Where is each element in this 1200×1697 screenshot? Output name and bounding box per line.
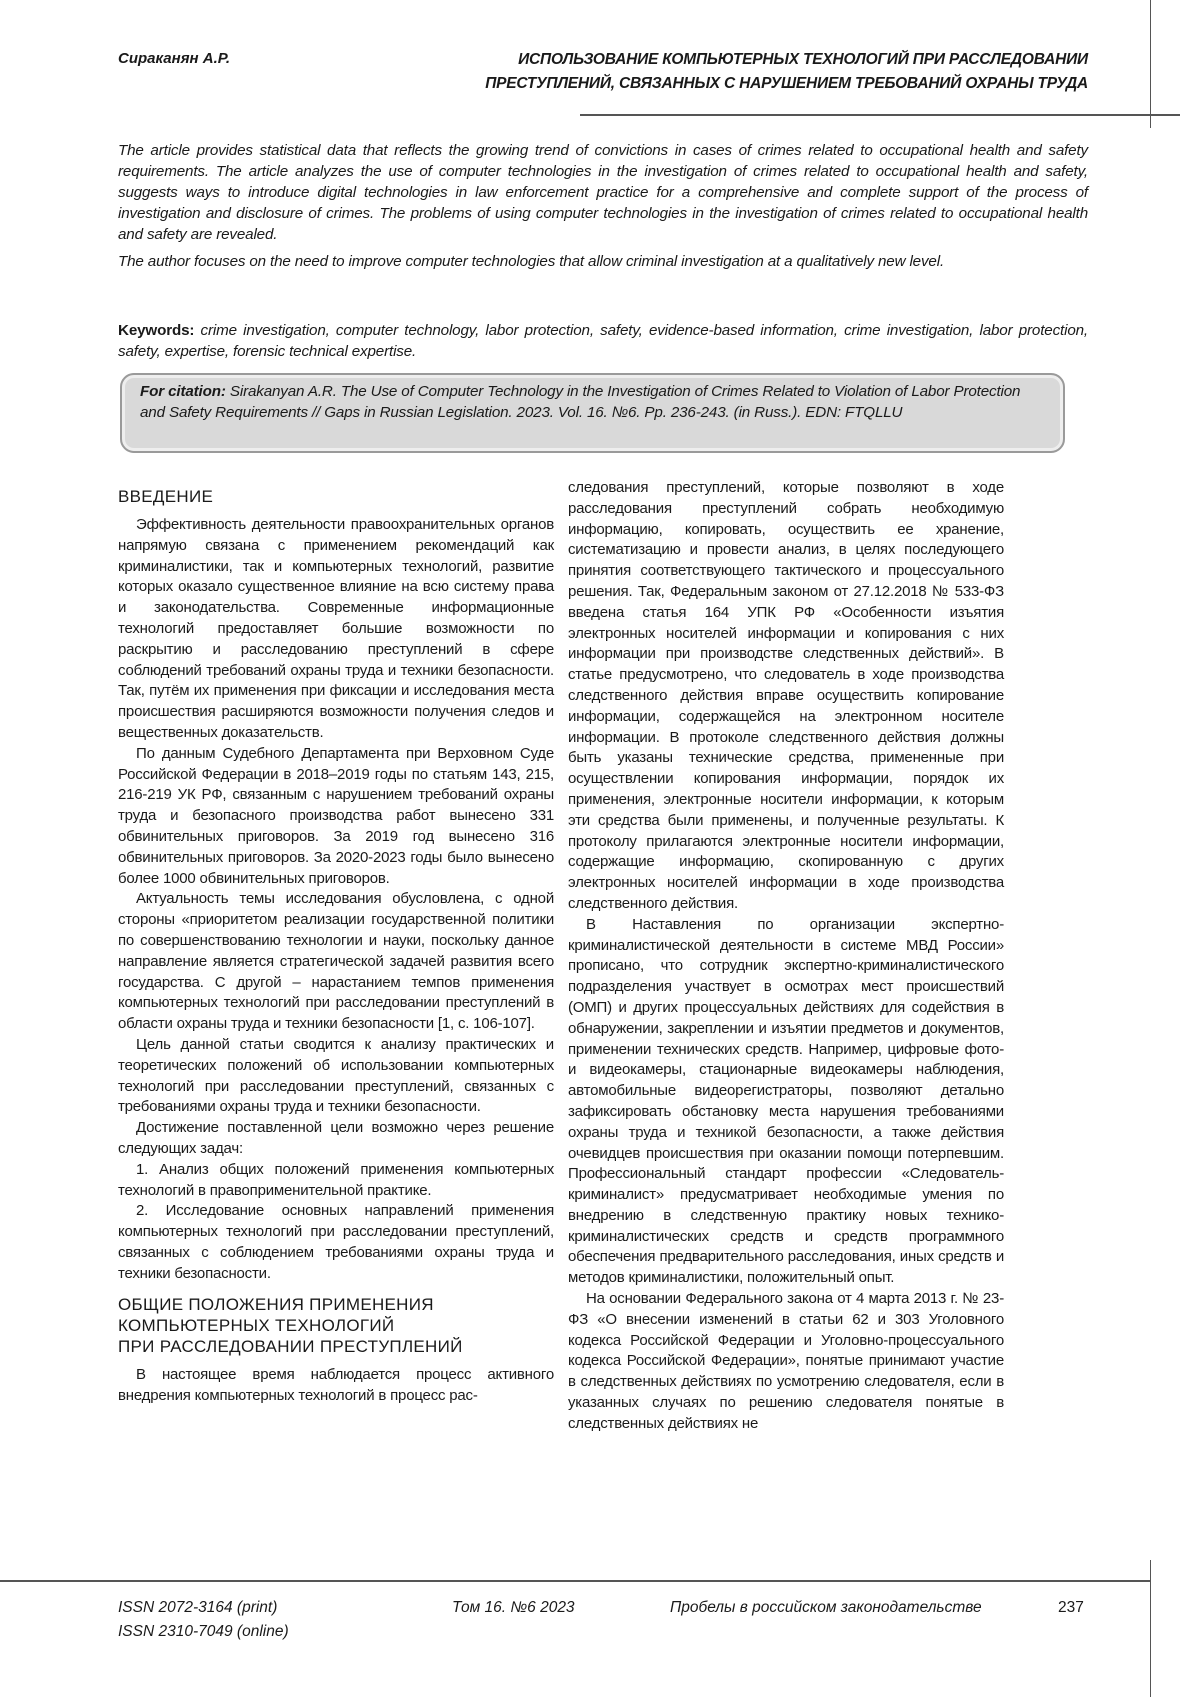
body-paragraph: Достижение поставленной цели возможно через решение следующих задач: — [118, 1119, 554, 1157]
body-paragraph: Эффективность деятельности правоохранительных органов напрямую связана с применением рекомендаций как криминалистики, так и компьютерных технологий, развитие которых оказало существенное влияние на всю систему права и законодательства. Современные информационные технологий предоставляет большие возможности по раскрытию и расследованию преступлений в сфере соблюдений требований охраны труда и техники безопасности. Так, путём их применения при фиксации и исследования места происшествия расширяются возможности получения следов и вещественных доказательств. — [118, 516, 554, 741]
running-header-title — [328, 48, 1088, 96]
footer-journal: Пробелы в российском законодательстве — [670, 1599, 982, 1616]
heading-line: КОМПЬЮТЕРНЫХ ТЕХНОЛОГИЙ — [118, 1316, 395, 1336]
body-paragraph: следования преступлений, которые позволяют в ходе расследования преступлений собрать необходимую информацию, копировать, осуществить ее хранение, систематизацию и провести анализ, в целях последующего принятия соответствующего тактического и процессуального решения. Так, Федеральным законом от 27.12.2018 № 533-ФЗ введена статья 164 УПК РФ «Особенности изъятия электронных носителей информации и копирования с них информации при производстве следственных действий». В статье предусмотрено, что следователь в ходе производства следственного действия вправе осуществить копирование информации, содержащейся на электронном носителе информации. В протоколе следственного действия должны быть указаны технические средства, примененные при осуществлении копирования информации, порядок их применения, электронные носители информации, к которым эти средства были применены, и полученные результаты. К протоколу прилагаются электронные носители информации, содержащие информацию, скопированную с других электронных носителей информации в ходе производства следственного действия. — [568, 479, 1004, 912]
citation-label: For citation: — [140, 383, 226, 400]
body-paragraph: 2. Исследование основных направлений применения компьютерных технологий при расследовании преступлений, связанных с соблюдением требованиями охраны труда и техники безопасности. — [118, 1202, 554, 1282]
citation-box — [120, 373, 1065, 453]
keywords — [118, 320, 1088, 362]
keywords-label: Keywords: — [118, 322, 195, 339]
abstract-paragraph: The article provides statistical data that reflects the growing trend of convictions in cases of crimes related to occupational health and safety requirements. The article analyzes the use of computer technologies in the investigation of crimes related to occupational health and safety, suggests ways to introduce digital technologies in law enforcement practice for a comprehensive and complete support of the process of investigation and disclosure of crimes. The problems of using computer technologies in the investigation of crimes related to occupational health and safety are revealed. — [118, 142, 1088, 243]
keywords-text: crime investigation, computer technology, labor protection, safety, evidence-based information, crime investigation, labor protection, safety, expertise, forensic technical expertise. — [118, 322, 1088, 360]
issn-print: ISSN 2072-3164 (print) — [118, 1599, 278, 1616]
section-heading-general — [118, 1294, 554, 1357]
footer-issn — [118, 1596, 289, 1644]
body-paragraph: В настоящее время наблюдается процесс активного внедрения компьютерных технологий в процесс рас- — [118, 1366, 554, 1405]
header-divider — [580, 114, 1180, 116]
running-title-line: ПРЕСТУПЛЕНИЙ, СВЯЗАННЫХ С НАРУШЕНИЕМ ТРЕБОВАНИЙ ОХРАНЫ ТРУДА — [485, 75, 1088, 92]
footer-divider — [0, 1580, 1150, 1582]
right-column — [568, 478, 1004, 1435]
section-heading-introduction: ВВЕДЕНИЕ — [118, 487, 214, 506]
body-paragraph: По данным Судебного Департамента при Верховном Суде Российской Федерации в 2018–2019 годы по статьям 143, 215, 216-219 УК РФ, связанным с нарушением требований охраны труда и безопасного производства работ вынесено 331 обвинительных приговоров. За 2019 год вынесено 316 обвинительных приговоров. За 2020-2023 годы было вынесено более 1000 обвинительных приговоров. — [118, 744, 554, 887]
left-column — [118, 486, 554, 1407]
abstract — [118, 140, 1088, 278]
body-paragraph: В Наставления по организации экспертно-криминалистической деятельности в системе МВД России» прописано, что сотрудник экспертно-криминалистического подразделения участвует в осмотрах мест происшествий (ОМП) и других процессуальных действиях для содействия в обнаружении, закреплении и изъятии предметов и документов, применении технических средств. Например, цифровые фото- и видеокамеры, стационарные видеокамеры наблюдения, автомобильные видеорегистраторы, позволяют детально зафиксировать обстановку места нарушения требованиями охраны труда и техникой безопасности, а также действия очевидцев происшествия при оказании помощи потерпевшим. Профессиональный стандарт профессии «Следователь-криминалист» предусматривает необходимые умения по внедрению в следственную практику новых технико-криминалистических средств и средств программного обеспечения предварительного расследования, иных средств и методов криминалистики, положительный опыт. — [568, 915, 1004, 1287]
footer-vertical-rule — [1150, 1560, 1151, 1697]
body-paragraph: Цель данной статьи сводится к анализу практических и теоретических положений об использовании компьютерных технологий при расследовании преступлений, связанных с требованиями охраны труда и техники безопасности. — [118, 1035, 554, 1116]
body-paragraph: На основании Федерального закона от 4 марта 2013 г. № 23-ФЗ «О внесении изменений в статьи 62 и 303 Уголовного кодекса Российской Федерации и Уголовно-процессуального кодекса Российской Федерации», понятые принимают участие в следственных действиях по усмотрению следователя, если в указанных случаях по решению следователя понятые в следственных действиях не — [568, 1290, 1004, 1432]
abstract-paragraph: The author focuses on the need to improve computer technologies that allow criminal investigation at a qualitatively new level. — [118, 253, 945, 270]
issn-online: ISSN 2310-7049 (online) — [118, 1623, 289, 1640]
body-paragraph: Актуальность темы исследования обусловлена, с одной стороны «приоритетом реализации государственной политики по совершенствованию технологии и науки, поскольку данное направление является стратегической задачей развития всего государства. С другой – нарастанием темпов применения компьютерных технологий при расследовании преступлений в области охраны труда и техники безопасности [1, с. 106-107]. — [118, 890, 554, 1033]
running-header-author: Сираканян А.Р. — [118, 50, 231, 67]
heading-line: ОБЩИЕ ПОЛОЖЕНИЯ ПРИМЕНЕНИЯ — [118, 1295, 434, 1315]
heading-line: ПРИ РАССЛЕДОВАНИИ ПРЕСТУПЛЕНИЙ — [118, 1337, 463, 1357]
page-number: 237 — [1058, 1599, 1084, 1616]
header-vertical-rule — [1150, 0, 1151, 128]
footer-volume: Том 16. №6 2023 — [452, 1599, 575, 1616]
running-title-line: ИСПОЛЬЗОВАНИЕ КОМПЬЮТЕРНЫХ ТЕХНОЛОГИЙ ПРИ РАССЛЕДОВАНИИ — [518, 51, 1088, 68]
citation-text: Sirakanyan A.R. The Use of Computer Technology in the Investigation of Crimes Related to Violation of Labor Protection and Safety Requirements // Gaps in Russian Legislation. 2023. Vol. 16. №6. Pp. 236-243. (in Russ.). EDN: FTQLLU — [140, 383, 1021, 421]
body-paragraph: 1. Анализ общих положений применения компьютерных технологий в правоприменительной практике. — [118, 1160, 554, 1199]
